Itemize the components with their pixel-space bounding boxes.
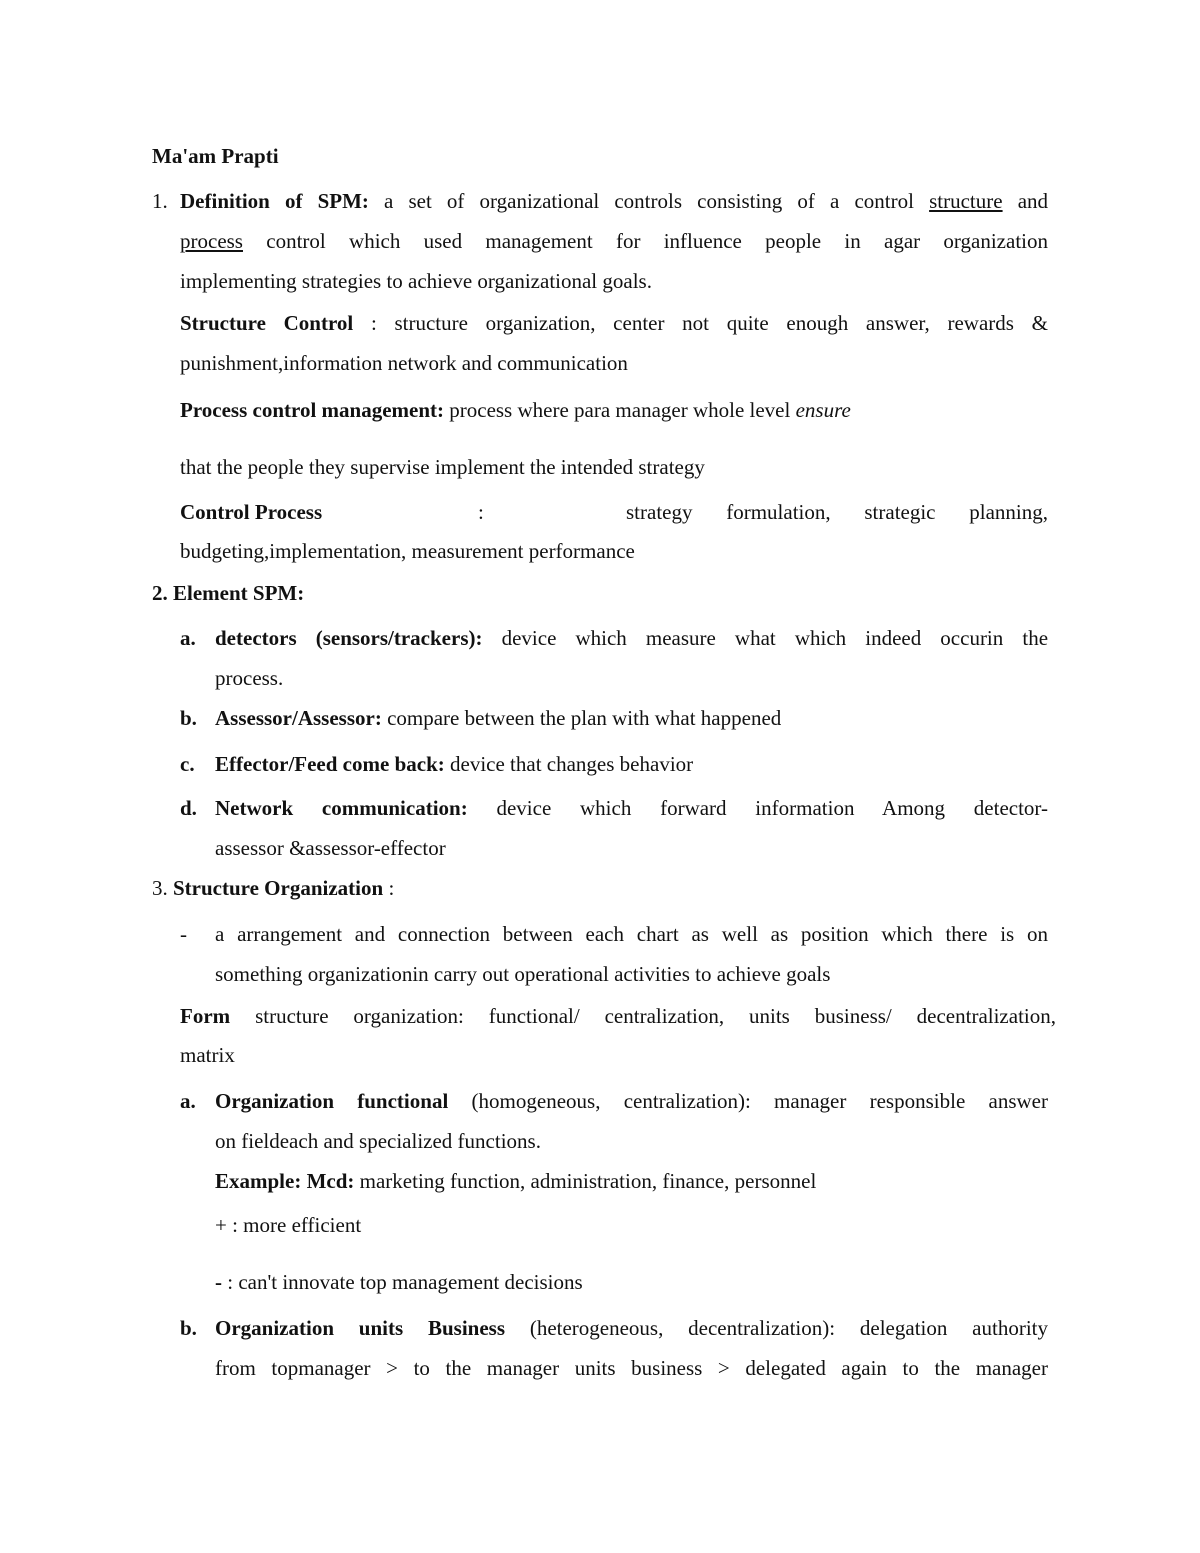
item-2b-line-1: Assessor/Assessor: compare between the plan with what happened — [215, 706, 782, 730]
control-process-line-1: strategy formulation, strategic planning, — [626, 500, 1048, 524]
dash-bullet: - — [180, 922, 187, 946]
item-2c-line-1: Effector/Feed come back: device that changes behavior — [215, 752, 694, 776]
item-2d-letter: d. — [180, 796, 197, 820]
section-2-heading: 2. Element SPM: — [152, 581, 305, 605]
form-line-1: Form structure organization: functional/ centralization, units business/ decentralization, — [180, 1004, 1056, 1028]
control-process-label: Control Process — [180, 500, 323, 524]
section-1-line-3: implementing strategies to achieve organizational goals. — [180, 269, 652, 293]
item-3a-letter: a. — [180, 1089, 196, 1113]
page-title: Ma'am Prapti — [152, 144, 279, 168]
section-1-number: 1. — [152, 189, 168, 213]
control-process-line-2: budgeting,implementation, measurement performance — [180, 539, 635, 563]
item-3b-line-2: from topmanager > to the manager units business > delegated again to the manager — [215, 1356, 1048, 1380]
section-3-heading: 3. Structure Organization : — [152, 876, 395, 900]
section-1-line-2: process control which used management for influence people in agar organization — [180, 229, 1048, 253]
item-2c-letter: c. — [180, 752, 195, 776]
item-2a-letter: a. — [180, 626, 196, 650]
item-3a-line-1: Organization functional (homogeneous, centralization): manager responsible answer — [215, 1089, 1048, 1113]
item-2b-letter: b. — [180, 706, 197, 730]
section-1-line-1: Definition of SPM: a set of organizational controls consisting of a control structure and — [180, 189, 1049, 213]
item-2d-line-2: assessor &assessor-effector — [215, 836, 446, 860]
example-line: Example: Mcd: marketing function, administration, finance, personnel — [215, 1169, 817, 1193]
item-3a-line-2: on fieldeach and specialized functions. — [215, 1129, 541, 1153]
item-3b-letter: b. — [180, 1316, 197, 1340]
structure-control-line-2: punishment,information network and communication — [180, 351, 628, 375]
advantage-line: + : more efficient — [215, 1213, 362, 1237]
form-line-2: matrix — [180, 1043, 235, 1067]
disadvantage-line: - : can't innovate top management decisions — [215, 1270, 583, 1294]
process-control-line-2: that the people they supervise implement the intended strategy — [180, 455, 705, 479]
process-control-line-1: Process control management: process where para manager whole level ensure — [180, 398, 851, 422]
control-process-colon: : — [478, 500, 484, 524]
item-2d-line-1: Network communication: device which forward information Among detector- — [215, 796, 1048, 820]
dash-item-line-2: something organizationin carry out operational activities to achieve goals — [215, 962, 831, 986]
item-2a-line-2: process. — [215, 666, 284, 690]
item-2a-line-1: detectors (sensors/trackers): device which measure what which indeed occurin the — [215, 626, 1049, 650]
item-3b-line-1: Organization units Business (heterogeneous, decentralization): delegation authority — [215, 1316, 1048, 1340]
dash-item-line-1: a arrangement and connection between each chart as well as position which there is on — [215, 922, 1048, 946]
structure-control-line-1: Structure Control : structure organization, center not quite enough answer, rewards & — [180, 311, 1048, 335]
